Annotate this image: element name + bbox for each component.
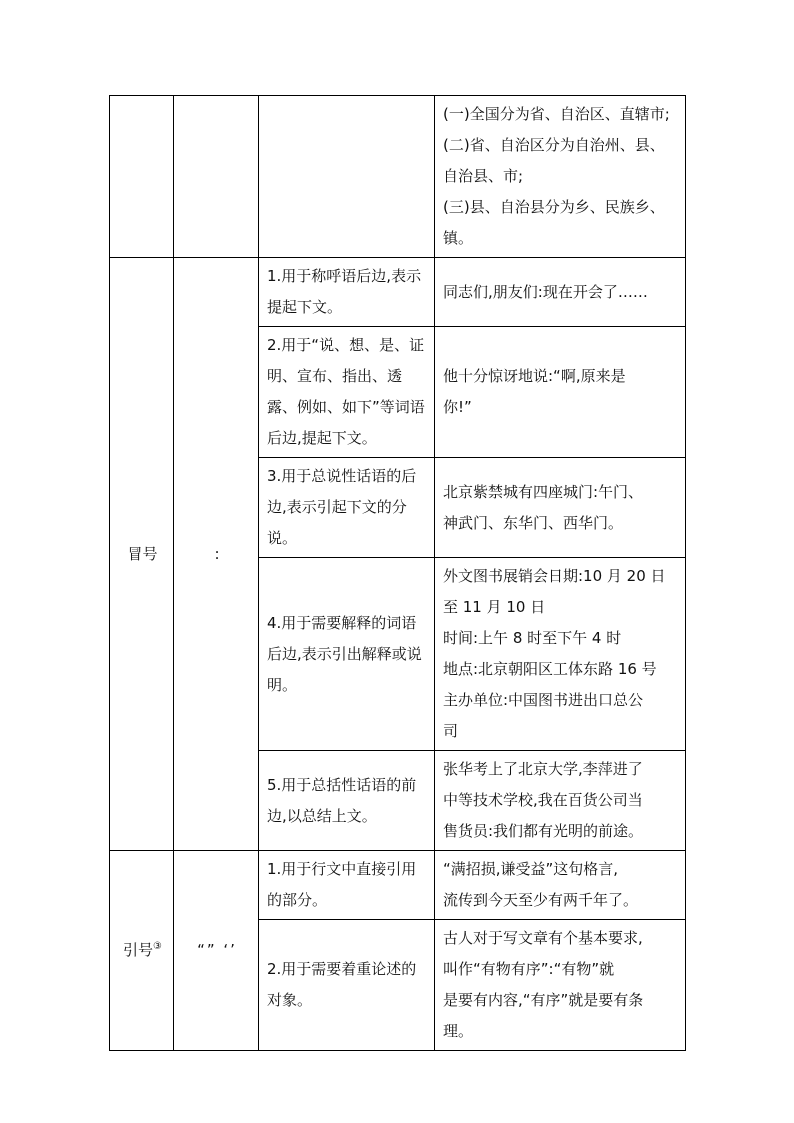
usage-cell: 3.用于总说性话语的后边,表示引起下文的分说。: [259, 458, 435, 558]
name-cell: [110, 96, 174, 258]
example-cell: [435, 851, 686, 920]
example-line: 是要有内容,“有序”就是要有条: [443, 991, 644, 1009]
table-row: [110, 96, 686, 258]
example-cell: [435, 558, 686, 751]
example-line: 理。: [443, 1022, 474, 1040]
example-cell: [435, 96, 686, 258]
example-line: 你!”: [443, 398, 472, 416]
example-line: 自治县、市;: [443, 167, 524, 185]
example-line: 司: [443, 722, 459, 740]
usage-cell: 4.用于需要解释的词语后边,表示引出解释或说明。: [259, 558, 435, 751]
example-line: 叫作“有物有序”:“有物”就: [443, 960, 615, 978]
footnote-marker: ③: [153, 941, 162, 952]
example-line: 中等技术学校,我在百货公司当: [443, 791, 643, 809]
punctuation-name-quote: [110, 851, 174, 1051]
example-line: 地点:北京朝阳区工体东路 16 号: [443, 660, 657, 678]
example-line: 时间:上午 8 时至下午 4 时: [443, 629, 622, 647]
example-line: “满招损,谦受益”这句格言,: [443, 860, 619, 878]
usage-cell: 2.用于需要着重论述的对象。: [259, 920, 435, 1051]
punctuation-table: [109, 95, 686, 1051]
punctuation-name-colon: 冒号: [110, 258, 174, 851]
example-line: 古人对于写文章有个基本要求,: [443, 929, 643, 947]
example-cell: [435, 258, 686, 327]
table-row: [110, 258, 686, 327]
usage-cell: 1.用于行文中直接引用的部分。: [259, 851, 435, 920]
example-line: 同志们,朋友们:现在开会了……: [443, 282, 648, 301]
example-line: 至 11 月 10 日: [443, 598, 546, 616]
example-line: (一)全国分为省、自治区、直辖市;: [443, 105, 670, 123]
example-line: 外文图书展销会日期:10 月 20 日: [443, 567, 666, 585]
example-line: 售货员:我们都有光明的前途。: [443, 822, 644, 840]
example-cell: [435, 920, 686, 1051]
example-line: 流传到今天至少有两千年了。: [443, 891, 639, 909]
usage-cell: 5.用于总括性话语的前边,以总结上文。: [259, 751, 435, 851]
table-row: [110, 851, 686, 920]
punctuation-symbol-quote: “” ‘’: [174, 851, 259, 1051]
example-line: 镇。: [443, 229, 474, 247]
example-line: 神武门、东华门、西华门。: [443, 513, 624, 532]
example-line: 主办单位:中国图书进出口总公: [443, 691, 644, 709]
symbol-cell: [174, 96, 259, 258]
example-line: (二)省、自治区分为自治州、县、: [443, 136, 665, 154]
punctuation-symbol-colon: :: [174, 258, 259, 851]
example-line: 他十分惊讶地说:“啊,原来是: [443, 367, 626, 385]
quote-name-label: 引号: [123, 941, 154, 959]
usage-cell: [259, 96, 435, 258]
usage-cell: 2.用于“说、想、是、证明、宣布、指出、透露、例如、如下”等词语后边,提起下文。: [259, 327, 435, 458]
example-line: (三)县、自治县分为乡、民族乡、: [443, 198, 665, 216]
example-cell: [435, 327, 686, 458]
example-line: 张华考上了北京大学,李萍进了: [443, 760, 643, 778]
example-cell: [435, 458, 686, 558]
example-cell: [435, 751, 686, 851]
usage-cell: 1.用于称呼语后边,表示提起下文。: [259, 258, 435, 327]
example-line: 北京紫禁城有四座城门:午门、: [443, 482, 644, 501]
